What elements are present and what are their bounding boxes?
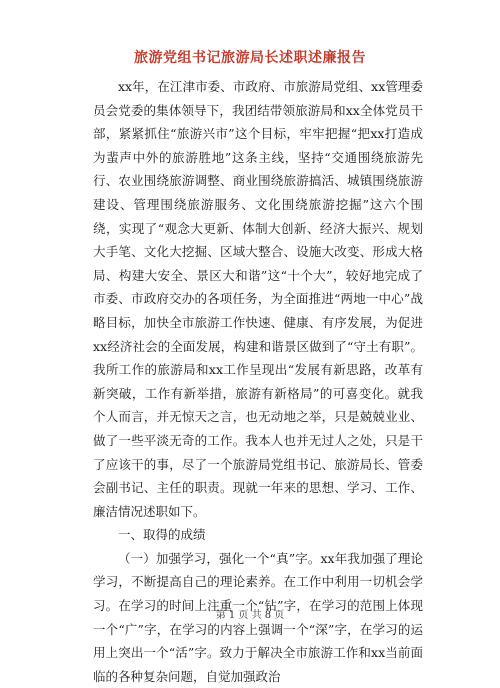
- section-heading: 一、取得的成绩: [118, 527, 206, 543]
- page-number-footer: 第 1 页 共 8 页: [215, 610, 285, 621]
- document-body: [93, 75, 423, 688]
- document-title: 旅游党组书记旅游局长述职述廉报告: [134, 50, 366, 66]
- paragraph-intro: xx年，在江津市委、市政府、市旅游局党组、xx管理委员会党委的集体领导下，我团结带领旅游局和xx全体党员干部，紧紧抓住“旅游兴市”这个目标，牢牢把握“把xx打造成为蜚声中外的旅游胜地”这条主线，坚持“交通围绕旅游先行、农业围绕旅游调整、商业围绕旅游搞活、城镇围绕旅游建设、管理围绕旅游服务、文化围绕旅游挖掘”这六个围绕，实现了“观念大更新、体制大创新、经济大振兴、规划大手笔、文化大挖掘、区域大整合、设施大改变、形成大格局、构建大安全、景区大和谐”这“十个大”，较好地完成了市委、市政府交办的各项任务，为全面推进“两地一中心”战略目标，加快全市旅游工作快速、健康、有序发展，为促进xx经济社会的全面发展，构建和谐景区做到了“守土有职”。我所工作的旅游局和xx工作呈现出“发展有新思路，改革有新突破，工作有新举措，旅游有新格局”的可喜变化。就我个人而言，并无惊天之言，也无动地之举，只是兢兢业业、做了一些平淡无奇的工作。我本人也并无过人之处，只是干了应该干的事，尽了一个旅游局党组书记、旅游局长、管委会副书记、主任的职责。现就一年来的思想、学习、工作、廉洁情况述职如下。: [93, 79, 423, 519]
- paragraph-study: （一）加强学习，强化一个“真”字。xx年我加强了理论学习，不断提高自己的理论素养。在工作中利用一切机会学习。在学习的时间上注重一个“钻”字，在学习的范围上体现一个“广”字，在学习的内容上强调一个“深”字，在学习的运用上突出一个“活”字。致力于解决全市旅游工作和xx当前面临的各种复杂问题，自觉加强政治: [93, 550, 423, 684]
